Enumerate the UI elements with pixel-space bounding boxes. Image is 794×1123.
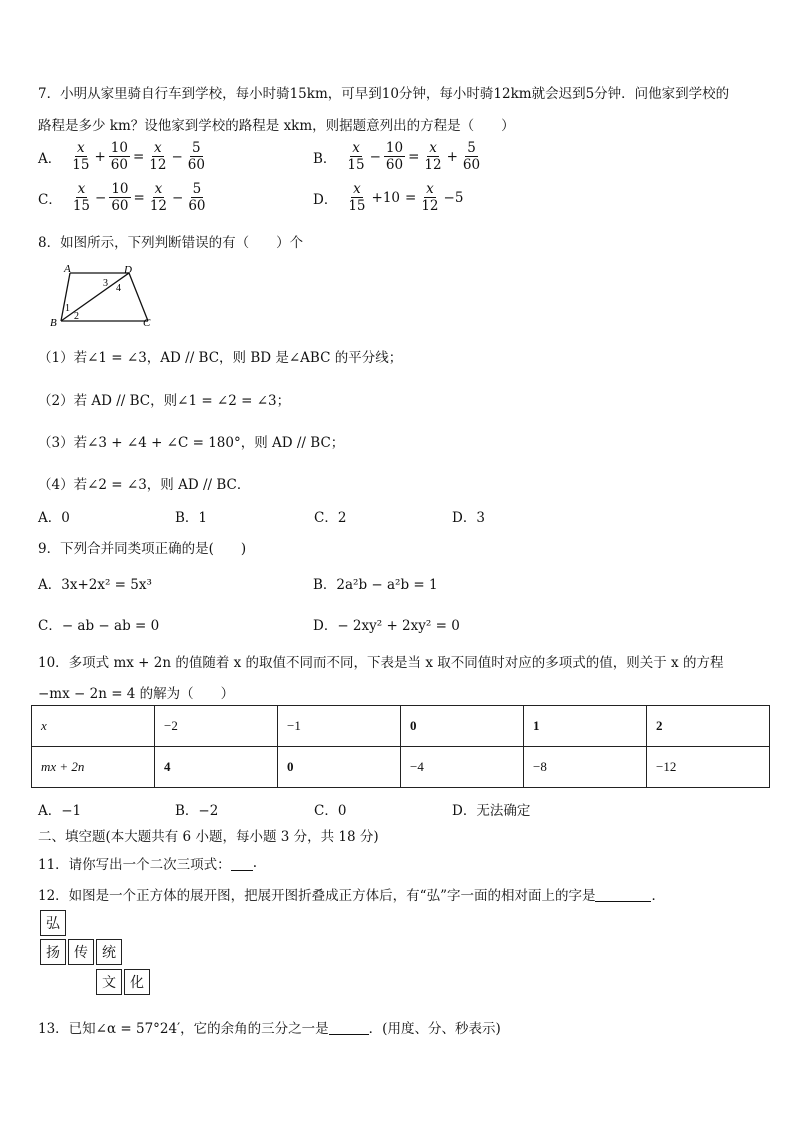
q7-option-d: D． $\frac{x}{15}$ +10 = $\frac{x}{12}$ −5 — [313, 181, 464, 214]
table-cell: −1 — [278, 706, 401, 747]
values-table — [31, 705, 770, 788]
q9-option-a: A．3x+2x² = 5x³ — [38, 577, 152, 593]
q12: 12．如图是一个正方体的展开图，把展开图折叠成正方体后，有“弘”字一面的相对面上的字是 ． — [38, 884, 665, 904]
q10-option-d: D．无法确定 — [452, 803, 531, 819]
q8-option-c: C．2 — [314, 510, 347, 526]
answer-blank — [329, 1020, 369, 1035]
net-cell-yang: 扬 — [40, 939, 66, 965]
fraction: $\frac{x}{15}$ — [72, 181, 91, 214]
table-cell: 0 — [401, 706, 524, 747]
q7-option-c: C． $\frac{x}{15}$ − $\frac{10}{60}$ = $\frac{x}{12}$ − $\frac{5}{60}$ — [38, 181, 206, 214]
table-cell: 0 — [278, 747, 401, 788]
fraction: $\frac{x}{15}$ — [348, 181, 366, 214]
point-c-label: C — [143, 317, 151, 329]
table-cell: −2 — [155, 706, 278, 747]
q8-statement-3: （3）若∠3 + ∠4 + ∠C = 180°，则 AD // BC； — [38, 435, 345, 451]
option-label: C． — [38, 191, 62, 208]
angle-1-label: 1 — [65, 303, 70, 314]
fraction: $\frac{5}{60}$ — [188, 181, 206, 214]
point-a-label: A — [64, 263, 71, 275]
fraction: $\frac{x}{15}$ — [347, 140, 365, 173]
q11: 11．请你写出一个二次三项式： . — [38, 855, 257, 873]
q9-title: 9．下列合并同类项正确的是( ) — [38, 541, 247, 557]
q10-option-b: B．−2 — [175, 803, 219, 819]
fraction: $\frac{x}{15}$ — [72, 140, 90, 173]
fraction: $\frac{5}{60}$ — [187, 140, 205, 173]
table-cell: −12 — [647, 747, 770, 788]
angle-4-label: 4 — [116, 283, 121, 294]
net-cell-hua: 化 — [124, 969, 150, 995]
net-cell-chuan: 传 — [68, 939, 94, 965]
fraction: $\frac{10}{60}$ — [111, 181, 129, 214]
q8-title: 8．如图所示，下列判断错误的有（ ）个 — [38, 235, 304, 251]
q10-line1: 10．多项式 mx + 2n 的值随着 x 的取值不同而不同，下表是当 x 取不同值时对应的多项式的值，则关于 x 的方程 — [38, 655, 724, 671]
angle-3-label: 3 — [103, 278, 108, 289]
q8-statement-4: （4）若∠2 = ∠3，则 AD // BC． — [38, 477, 251, 493]
q8-option-d: D．3 — [452, 510, 485, 526]
q7-line2: 路程是多少 km？设他家到学校的路程是 xkm，则据题意列出的方程是（ ） — [38, 118, 515, 134]
angle-2-label: 2 — [74, 311, 79, 322]
q7-option-b: B． $\frac{x}{15}$ − $\frac{10}{60}$ = $\frac{x}{12}$ + $\frac{5}{60}$ — [313, 140, 481, 173]
q9-option-c: C．− ab − ab = 0 — [38, 618, 160, 634]
q12-text: 12．如图是一个正方体的展开图，把展开图折叠成正方体后，有“弘”字一面的相对面上的字是 — [38, 888, 596, 904]
table-cell: −4 — [401, 747, 524, 788]
section-heading: 二、填空题(本大题共有 6 小题，每小题 3 分，共 18 分) — [38, 829, 379, 845]
point-b-label: B — [50, 317, 57, 329]
table-row — [32, 706, 770, 747]
net-cell-tong: 统 — [96, 939, 122, 965]
table-cell: mx + 2n — [32, 747, 155, 788]
fraction: $\frac{10}{60}$ — [110, 140, 128, 173]
option-label: B． — [313, 150, 337, 167]
q8-statement-1: （1）若∠1 = ∠3，AD // BC，则 BD 是∠ABC 的平分线； — [38, 350, 403, 366]
table-cell: x — [32, 706, 155, 747]
fraction: $\frac{x}{12}$ — [149, 181, 168, 214]
table-row — [32, 747, 770, 788]
net-cell-hong: 弘 — [40, 910, 66, 936]
answer-blank — [595, 887, 651, 902]
q11-text: 11．请你写出一个二次三项式： — [38, 857, 231, 873]
q10-option-a: A．−1 — [38, 803, 82, 819]
option-label: D． — [313, 191, 338, 208]
table-cell: 4 — [155, 747, 278, 788]
q7-option-a: A． $\frac{x}{15}$ + $\frac{10}{60}$ = $\frac{x}{12}$ − $\frac{5}{60}$ — [38, 140, 205, 173]
fraction: $\frac{x}{12}$ — [424, 140, 442, 173]
q9-option-d: D．− 2xy² + 2xy² = 0 — [313, 618, 460, 634]
fraction: $\frac{x}{12}$ — [149, 140, 167, 173]
q8-option-b: B．1 — [175, 510, 208, 526]
point-d-label: D — [124, 264, 132, 276]
q13-text: 13．已知∠α = 57°24′，它的余角的三分之一是 — [38, 1021, 329, 1037]
q13: 13．已知∠α = 57°24′，它的余角的三分之一是 ．(用度、分、秒表示) — [38, 1017, 501, 1037]
q10-line2: −mx − 2n = 4 的解为（ ） — [38, 686, 235, 702]
fraction: $\frac{10}{60}$ — [385, 140, 404, 173]
fraction: $\frac{5}{60}$ — [462, 140, 481, 173]
q8-statement-2: （2）若 AD // BC，则∠1 = ∠2 = ∠3； — [38, 393, 291, 409]
q9-option-b: B．2a²b − a²b = 1 — [313, 577, 438, 593]
fraction: $\frac{x}{12}$ — [421, 181, 439, 214]
net-cell-wen: 文 — [96, 969, 122, 995]
answer-blank — [231, 856, 253, 871]
table-cell: −8 — [524, 747, 647, 788]
q10-option-c: C．0 — [314, 803, 347, 819]
table-cell: 2 — [647, 706, 770, 747]
q8-option-a: A．0 — [38, 510, 70, 526]
table-cell: 1 — [524, 706, 647, 747]
q7-line1: 7．小明从家里骑自行车到学校，每小时骑15km，可早到10分钟，每小时骑12km就会迟到5分钟．问他家到学校的 — [38, 86, 730, 102]
trapezoid-figure — [44, 262, 174, 334]
option-label: A． — [38, 150, 62, 167]
